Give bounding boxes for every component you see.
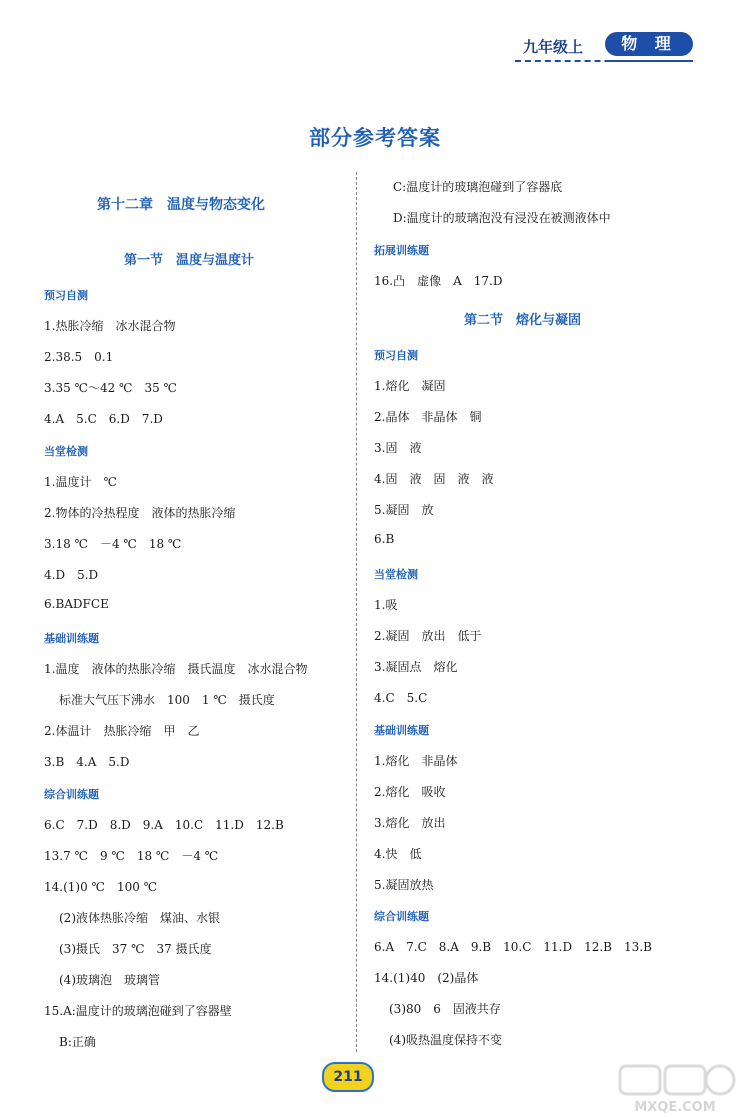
- subheading: 预习自测: [374, 349, 418, 362]
- answer-line: 1.熔化 凝固: [374, 379, 446, 393]
- subheading: 综合训练题: [374, 910, 429, 923]
- answer-line: 4.C 5.C: [374, 691, 428, 705]
- answer-line: B:正确: [59, 1035, 96, 1049]
- page-header: [515, 32, 690, 66]
- subheading: 基础训练题: [374, 724, 429, 737]
- answer-line: D:温度计的玻璃泡没有浸没在被测液体中: [393, 211, 611, 225]
- answer-line: 6.B: [374, 532, 395, 546]
- answer-line: (2)液体热胀冷缩 煤油、水银: [59, 911, 220, 925]
- watermark-text: MXQE.COM: [634, 1100, 716, 1115]
- answer-line: 4.A 5.C 6.D 7.D: [44, 412, 163, 426]
- answer-line: 2.38.5 0.1: [44, 350, 114, 364]
- section-title: 第一节 温度与温度计: [124, 253, 255, 268]
- answer-line: 13.7 ℃ 9 ℃ 18 ℃ －4 ℃: [44, 849, 219, 863]
- answer-line: C:温度计的玻璃泡碰到了容器底: [393, 180, 563, 194]
- answer-line: 2.晶体 非晶体 铜: [374, 410, 482, 424]
- answer-line: (4)吸热温度保持不变: [389, 1033, 502, 1047]
- answer-line: 3.熔化 放出: [374, 816, 446, 830]
- answer-line: 16.凸 虚像 A 17.D: [374, 274, 503, 288]
- subheading: 综合训练题: [44, 788, 99, 801]
- answer-line: 1.熔化 非晶体: [374, 754, 458, 768]
- answer-line: 3.凝固点 熔化: [374, 660, 458, 674]
- answer-line: 1.热胀冷缩 冰水混合物: [44, 319, 176, 333]
- answer-line: 6.C 7.D 8.D 9.A 10.C 11.D 12.B: [44, 818, 284, 832]
- answer-line: 1.吸: [374, 598, 398, 612]
- answer-line: 6.BADFCE: [44, 597, 109, 611]
- section-title: 第二节 熔化与凝固: [464, 313, 582, 328]
- answer-line: 5.凝固放热: [374, 878, 434, 892]
- page-number: 211: [322, 1062, 374, 1092]
- chapter-title: 第十二章 温度与物态变化: [97, 197, 265, 213]
- answer-line: 4.快 低: [374, 847, 422, 861]
- subheading: 当堂检测: [44, 445, 88, 458]
- subheading: 基础训练题: [44, 632, 99, 645]
- answer-line: 4.固 液 固 液 液: [374, 472, 494, 486]
- answer-line: 3.35 ℃～42 ℃ 35 ℃: [44, 381, 177, 395]
- answer-line: 2.体温计 热胀冷缩 甲 乙: [44, 724, 200, 738]
- answer-line: 3.18 ℃ －4 ℃ 18 ℃: [44, 537, 182, 551]
- watermark-logo: [610, 1060, 740, 1115]
- column-divider: [356, 172, 357, 1052]
- answer-line: 15.A:温度计的玻璃泡碰到了容器壁: [44, 1004, 232, 1018]
- subheading: 当堂检测: [374, 568, 418, 581]
- answer-line: (3)80 6 固液共存: [389, 1002, 501, 1016]
- answer-line: 3.固 液: [374, 441, 422, 455]
- answer-line: 14.(1)0 ℃ 100 ℃: [44, 880, 158, 894]
- answer-line: 5.凝固 放: [374, 503, 434, 517]
- subheading: 拓展训练题: [374, 244, 429, 257]
- header-rule-accent: [605, 60, 693, 62]
- answer-line: (3)摄氏 37 ℃ 37 摄氏度: [59, 942, 212, 956]
- grade-label: 九年级上: [523, 38, 584, 56]
- answer-line: 14.(1)40 (2)晶体: [374, 971, 479, 985]
- subheading: 预习自测: [44, 289, 88, 302]
- answer-line: 2.物体的冷热程度 液体的热胀冷缩: [44, 506, 236, 520]
- answer-line: 3.B 4.A 5.D: [44, 755, 130, 769]
- answer-line: 1.温度计 ℃: [44, 475, 117, 489]
- answer-line: 2.凝固 放出 低于: [374, 629, 482, 643]
- answer-line: 标准大气压下沸水 100 1 ℃ 摄氏度: [59, 693, 275, 707]
- answer-line: 1.温度 液体的热胀冷缩 摄氏温度 冰水混合物: [44, 662, 308, 676]
- answer-line: 2.熔化 吸收: [374, 785, 446, 799]
- page-title: 部分参考答案: [309, 126, 441, 150]
- answer-line: 4.D 5.D: [44, 568, 99, 582]
- answer-line: 6.A 7.C 8.A 9.B 10.C 11.D 12.B 13.B: [374, 940, 652, 954]
- answer-line: (4)玻璃泡 玻璃管: [59, 973, 160, 987]
- subject-badge: 物 理: [605, 32, 693, 56]
